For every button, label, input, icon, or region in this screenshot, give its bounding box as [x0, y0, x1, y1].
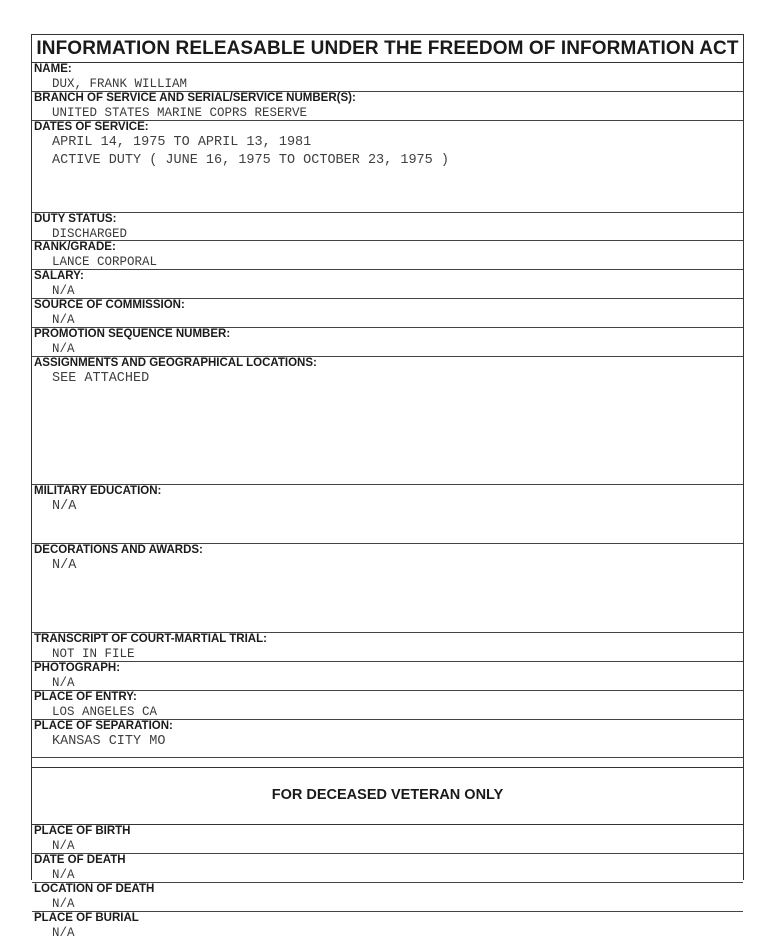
field-value: N/A [52, 676, 75, 690]
field-promotion-sequence [32, 328, 743, 357]
field-label: DATES OF SERVICE: [34, 121, 149, 133]
field-military-education [32, 485, 743, 544]
field-label: TRANSCRIPT OF COURT-MARTIAL TRIAL: [34, 633, 267, 645]
field-value: KANSAS CITY MO [52, 734, 166, 749]
foia-release-form [31, 34, 744, 940]
field-assignments [32, 357, 743, 485]
field-label: DECORATIONS AND AWARDS: [34, 544, 203, 556]
section-divider [32, 758, 743, 768]
field-label: SALARY: [34, 270, 84, 282]
field-label: PROMOTION SEQUENCE NUMBER: [34, 328, 231, 340]
field-photograph [32, 662, 743, 691]
field-rank-grade [32, 241, 743, 270]
field-dates-of-service [32, 121, 743, 213]
field-value: LOS ANGELES CA [52, 705, 158, 719]
deceased-veteran-heading: FOR DECEASED VETERAN ONLY [32, 768, 743, 825]
field-value: N/A [52, 926, 75, 940]
field-label: DATE OF DEATH [34, 854, 126, 866]
field-value: UNITED STATES MARINE COPRS RESERVE [52, 106, 308, 120]
field-salary [32, 270, 743, 299]
field-label: PLACE OF SEPARATION: [34, 720, 173, 732]
field-value: NOT IN FILE [52, 647, 135, 661]
field-value: N/A [52, 868, 75, 882]
field-value: DUX, FRANK WILLIAM [52, 77, 188, 91]
field-label: BRANCH OF SERVICE AND SERIAL/SERVICE NUMBER(S): [34, 92, 356, 104]
field-value: N/A [52, 284, 75, 298]
field-value: APRIL 14, 1975 TO APRIL 13, 1981 [52, 135, 312, 150]
field-place-of-burial [32, 912, 743, 941]
field-value: N/A [52, 558, 77, 573]
field-source-of-commission [32, 299, 743, 328]
field-label: ASSIGNMENTS AND GEOGRAPHICAL LOCATIONS: [34, 357, 317, 369]
field-value: LANCE CORPORAL [52, 255, 158, 269]
field-value: N/A [52, 499, 77, 514]
form-title: INFORMATION RELEASABLE UNDER THE FREEDOM OF INFORMATION ACT [32, 35, 743, 63]
field-value: N/A [52, 342, 75, 356]
field-label: MILITARY EDUCATION: [34, 485, 162, 497]
field-place-of-separation [32, 720, 743, 758]
field-label: SOURCE OF COMMISSION: [34, 299, 185, 311]
field-value-active-duty: ACTIVE DUTY ( JUNE 16, 1975 TO OCTOBER 23, 1975 ) [52, 153, 449, 168]
field-decorations-awards [32, 544, 743, 633]
field-label: PLACE OF BURIAL [34, 912, 139, 924]
field-label: PLACE OF ENTRY: [34, 691, 137, 703]
field-value: DISCHARGED [52, 227, 128, 241]
field-name [32, 63, 743, 92]
field-value: N/A [52, 839, 75, 853]
field-label: PLACE OF BIRTH [34, 825, 131, 837]
field-location-of-death [32, 883, 743, 912]
field-label: DUTY STATUS: [34, 213, 117, 225]
field-court-martial [32, 633, 743, 662]
field-label: PHOTOGRAPH: [34, 662, 121, 674]
field-value: SEE ATTACHED [52, 371, 150, 386]
field-place-of-birth [32, 825, 743, 854]
field-branch [32, 92, 743, 121]
field-label: RANK/GRADE: [34, 241, 116, 253]
field-date-of-death [32, 854, 743, 883]
field-label: NAME: [34, 63, 72, 75]
field-value: N/A [52, 897, 75, 911]
field-value: N/A [52, 313, 75, 327]
field-place-of-entry [32, 691, 743, 720]
field-duty-status [32, 213, 743, 241]
field-label: LOCATION OF DEATH [34, 883, 155, 895]
